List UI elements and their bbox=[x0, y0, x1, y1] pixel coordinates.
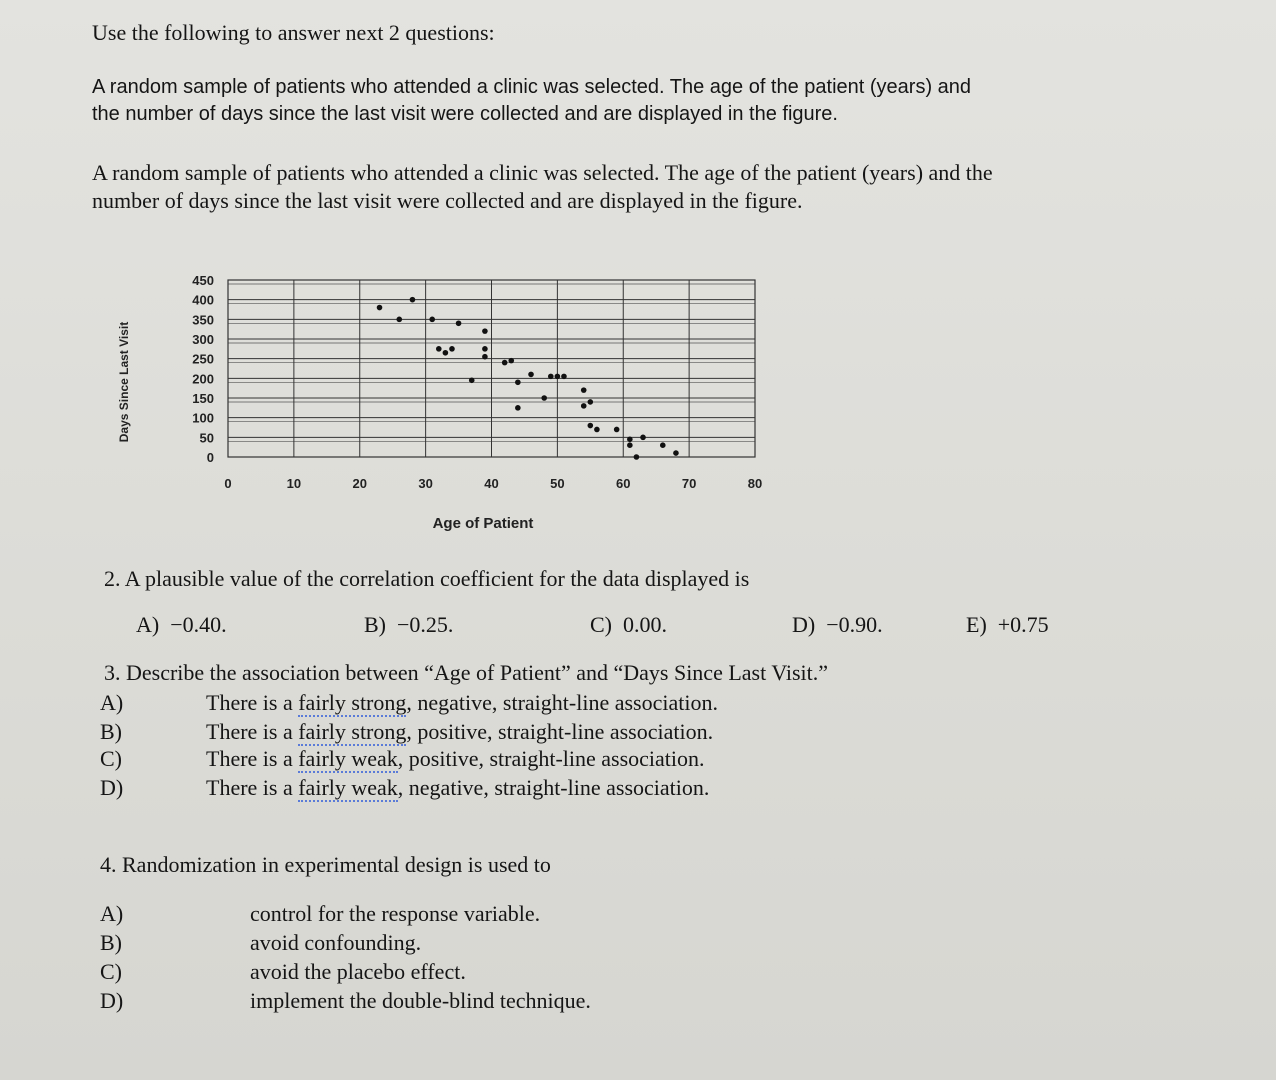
data-point bbox=[541, 395, 547, 401]
data-point bbox=[449, 346, 455, 352]
option-letter: A) bbox=[136, 612, 160, 637]
data-point bbox=[627, 442, 633, 448]
data-point bbox=[396, 317, 402, 323]
option-text: −0.25. bbox=[397, 612, 454, 637]
x-tick-label: 60 bbox=[616, 476, 631, 491]
x-tick-label: 20 bbox=[352, 476, 367, 491]
option-letter: B) bbox=[364, 612, 386, 637]
option-pre: There is a bbox=[206, 775, 299, 800]
data-point bbox=[588, 423, 594, 429]
data-point bbox=[515, 405, 521, 411]
q3-letter-d[interactable]: D) bbox=[100, 775, 124, 800]
q2-option-c[interactable] bbox=[590, 612, 667, 638]
data-point bbox=[429, 317, 435, 323]
q3-option-d[interactable] bbox=[206, 775, 709, 801]
data-point bbox=[581, 403, 587, 409]
data-point bbox=[482, 346, 488, 352]
x-tick-label: 30 bbox=[418, 476, 433, 491]
q3-option-b[interactable] bbox=[206, 719, 713, 745]
data-point bbox=[634, 454, 640, 460]
data-point bbox=[528, 372, 534, 378]
x-tick-label: 80 bbox=[747, 476, 763, 491]
x-axis-label: Age of Patient bbox=[432, 515, 534, 532]
q4-stem: 4. Randomization in experimental design is used to bbox=[100, 852, 551, 877]
data-point bbox=[456, 320, 462, 326]
data-point bbox=[561, 374, 567, 380]
data-point bbox=[660, 442, 666, 448]
q4-option-b[interactable]: avoid confounding. bbox=[250, 930, 422, 955]
data-point bbox=[588, 399, 594, 405]
q2-stem: 2. A plausible value of the correlation coefficient for the data displayed is bbox=[104, 566, 750, 591]
q4-letter-b[interactable]: B) bbox=[100, 930, 122, 955]
option-strength: fairly weak bbox=[298, 775, 398, 800]
q3-option-c[interactable] bbox=[206, 746, 705, 772]
data-point bbox=[502, 360, 508, 366]
option-strength: fairly strong bbox=[298, 719, 407, 744]
y-axis-label: Days Since Last Visit bbox=[117, 321, 131, 443]
option-letter: D) bbox=[792, 612, 816, 637]
q3-option-a[interactable] bbox=[206, 690, 718, 716]
y-tick-label: 250 bbox=[192, 351, 214, 367]
intro-sans-line-1: A random sample of patients who attended a clinic was selected. The age of the patient (years) and bbox=[92, 76, 972, 98]
q2-option-d[interactable] bbox=[792, 612, 883, 638]
y-tick-label: 300 bbox=[192, 332, 214, 347]
data-point bbox=[555, 374, 561, 380]
y-tick-label: 400 bbox=[192, 292, 214, 308]
option-text: +0.75 bbox=[997, 612, 1049, 637]
x-tick-label: 0 bbox=[224, 476, 232, 491]
intro-sans-line-2: the number of days since the last visit were collected and are displayed in the figure. bbox=[92, 103, 838, 125]
data-point bbox=[410, 297, 416, 303]
q4-letter-d[interactable]: D) bbox=[100, 988, 124, 1013]
grid-layer bbox=[228, 280, 755, 457]
data-point bbox=[594, 427, 600, 433]
data-point bbox=[614, 427, 620, 433]
data-point bbox=[508, 358, 514, 364]
data-point bbox=[548, 374, 554, 380]
q4-option-a[interactable]: control for the response variable. bbox=[250, 901, 541, 926]
data-point bbox=[515, 379, 521, 385]
x-tick-label: 50 bbox=[550, 476, 565, 491]
q4-option-d[interactable]: implement the double-blind technique. bbox=[250, 988, 591, 1013]
data-point bbox=[482, 328, 488, 334]
option-text: −0.90. bbox=[826, 612, 883, 637]
option-post: , positive, straight-line association. bbox=[397, 746, 705, 771]
data-point bbox=[673, 450, 679, 456]
option-pre: There is a bbox=[206, 690, 299, 715]
data-point bbox=[377, 305, 383, 311]
x-tick-label: 40 bbox=[484, 476, 499, 491]
q3-letter-c[interactable]: C) bbox=[100, 746, 122, 771]
option-post: , positive, straight-line association. bbox=[406, 719, 714, 744]
data-point bbox=[436, 346, 442, 352]
x-tick-label: 10 bbox=[286, 476, 302, 491]
q3-letter-b[interactable]: B) bbox=[100, 719, 122, 744]
y-tick-label: 200 bbox=[192, 371, 214, 387]
q4-letter-c[interactable]: C) bbox=[100, 959, 122, 984]
option-text: 0.00. bbox=[623, 612, 667, 637]
y-tick-label: 150 bbox=[192, 391, 214, 406]
option-pre: There is a bbox=[206, 746, 299, 771]
q4-option-c[interactable]: avoid the placebo effect. bbox=[250, 959, 466, 984]
q2-option-a[interactable] bbox=[136, 612, 227, 638]
option-pre: There is a bbox=[206, 719, 299, 744]
data-point bbox=[443, 350, 449, 356]
option-text: −0.40. bbox=[170, 612, 227, 637]
data-point bbox=[469, 378, 475, 384]
intro-serif-line-1: A random sample of patients who attended a clinic was selected. The age of the patient (years) and the bbox=[92, 160, 993, 185]
q3-letter-a[interactable]: A) bbox=[100, 690, 124, 715]
data-point bbox=[640, 435, 646, 441]
y-tick-label: 50 bbox=[199, 430, 214, 446]
option-post: , negative, straight-line association. bbox=[406, 690, 718, 715]
y-tick-label: 100 bbox=[192, 410, 214, 426]
y-tick-label: 450 bbox=[192, 273, 214, 288]
q3-stem: 3. Describe the association between “Age of Patient” and “Days Since Last Visit.” bbox=[104, 660, 829, 685]
q2-option-b[interactable] bbox=[364, 612, 453, 638]
q4-letter-a[interactable]: A) bbox=[100, 901, 124, 926]
option-letter: E) bbox=[966, 612, 987, 637]
scatter-chart bbox=[100, 262, 780, 542]
y-tick-label: 0 bbox=[206, 450, 214, 465]
data-point bbox=[627, 437, 633, 443]
section-heading: Use the following to answer next 2 questions: bbox=[92, 20, 495, 45]
option-strength: fairly weak bbox=[298, 746, 398, 771]
y-tick-label: 350 bbox=[192, 312, 214, 328]
intro-serif-line-2: number of days since the last visit were collected and are displayed in the figure. bbox=[92, 188, 803, 213]
x-tick-label: 70 bbox=[681, 476, 697, 491]
option-strength: fairly strong bbox=[298, 690, 407, 715]
data-point bbox=[581, 387, 587, 393]
option-post: , negative, straight-line association. bbox=[397, 775, 710, 800]
data-point bbox=[482, 354, 488, 360]
option-letter: C) bbox=[590, 612, 612, 637]
q2-option-e[interactable] bbox=[966, 612, 1049, 638]
